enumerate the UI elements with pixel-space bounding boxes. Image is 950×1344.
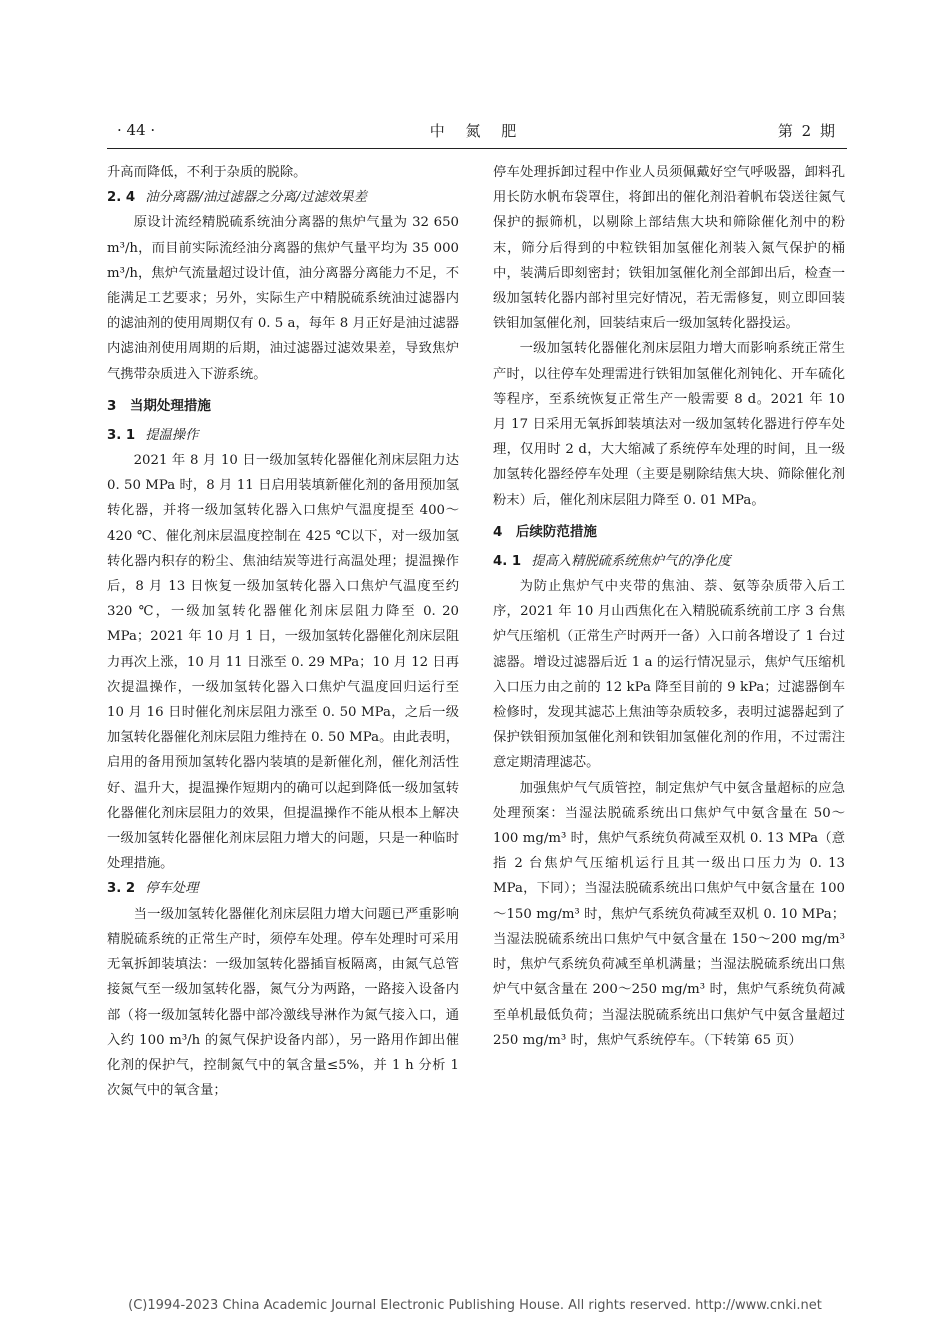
journal-name: 中 氮 肥 [429, 122, 525, 140]
paragraph-continuation: 停车处理拆卸过程中作业人员须佩戴好空气呼吸器，卸料孔用长防水帆布袋罩住，将卸出的催化剂沿着帆布袋送往氮气保护的振筛机，以剔除上部结焦大块和筛除催化剂中的粉末，筛分后得到的中粒铁钼加氢催化剂装入氮气保护的桶中，装满后即刻密封；铁钼加氢催化剂全部卸出后，检查一级加氢转化器内部衬里完好情况，若无需修复，则立即回装铁钼加氢催化剂，回装结束后一级加氢转化器投运。 [493, 165, 845, 332]
paragraph: 2021 年 8 月 10 日一级加氢转化器催化剂床层阻力达 0. 50 MPa 时，8 月 11 日启用装填新催化剂的备用预加氢转化器，并将一级加氢转化器入口焦炉气温度提至 400～420 ℃、催化剂床层温度控制在 425 ℃以下，对一级加氢转化器内积存的粉尘、焦油结炭等进行高温处理；提温操作后，8 月 13 日恢复一级加氢转化器入口焦炉气温度至约 320 ℃，一级加氢转化器催化剂床层阻力降至 0. 20 MPa；2021 年 10 月 1 日，一级加氢转化器催化剂床层阻力再次上涨，10 月 11 日涨至 0. 29 MPa；10 月 12 日再次提温操作，一级加氢转化器入口焦炉气温度回归运行至 10 月 16 日时催化剂床层阻力涨至 0. 50 MPa，之后一级加氢转化器催化剂床层阻力维持在 0. 50 MPa。由此表明，启用的备用预加氢转化器内装填的是新催化剂，催化剂活性好、温升大，提温操作短期内的确可以起到降低一级加氢转化器催化剂床层阻力的效果，但提温操作不能从根本上解决一级加氢转化器催化剂床层阻力增大的问题，只是一种临时处理措施。 [107, 453, 459, 872]
left-column [107, 160, 459, 1103]
issue-number: 第 2 期 [777, 122, 837, 140]
subsection-number: 2. 4 [107, 190, 136, 206]
page-header [107, 118, 847, 142]
paragraph-continuation: 升高而降低，不利于杂质的脱除。 [107, 165, 307, 180]
right-column [493, 160, 845, 1053]
subsection-title: 停车处理 [145, 881, 199, 897]
subsection-3-1 [107, 423, 459, 448]
subsection-2-4 [107, 185, 459, 210]
subsection-number: 3. 2 [107, 881, 136, 897]
subsection-4-1 [493, 549, 845, 574]
subsection-title: 提温操作 [145, 427, 199, 443]
paragraph: 加强焦炉气气质管控，制定焦炉气中氨含量超标的应急处理预案：当湿法脱硫系统出口焦炉气中氨含量在 50～100 mg/m³ 时，焦炉气系统负荷减至双机 0. 13 MPa（意指 2 台焦炉气压缩机运行且其一级出口压力为 0. 13 MPa，下同）；当湿法脱硫系统出口焦炉气中氨含量在 100～150 mg/m³ 时，焦炉气系统负荷减至双机 0. 10 MPa；当湿法脱硫系统出口焦炉气中氨含量在 150～200 mg/m³ 时，焦炉气系统负荷减至单机满量；当湿法脱硫系统出口焦炉气中氨含量在 200～250 mg/m³ 时，焦炉气系统负荷减至单机最低负荷；当湿法脱硫系统出口焦炉气中氨含量超过 250 mg/m³ 时，焦炉气系统停车。（下转第 65 页） [493, 780, 845, 1048]
header-rule [107, 148, 847, 149]
section-4-heading: 4 后续防范措施 [493, 523, 597, 540]
paragraph: 当一级加氢转化器催化剂床层阻力增大问题已严重影响精脱硫系统的正常生产时，须停车处理。停车处理时可采用无氧拆卸装填法：一级加氢转化器插盲板隔离，由氮气总管接氮气至一级加氢转化器，氮气分为两路，一路接入设备内部（将一级加氢转化器中部冷激线导淋作为氮气接入口，通入约 100 m³/h 的氮气保护设备内部），另一路用作卸出催化剂的保护气，控制氮气中的氧含量≤5%，并 1 h 分析 1 次氮气中的氧含量； [107, 906, 459, 1099]
subsection-title: 油分离器/油过滤器之分离/过滤效果差 [145, 190, 367, 206]
subsection-title: 提高入精脱硫系统焦炉气的净化度 [531, 553, 731, 569]
paragraph: 为防止焦炉气中夹带的焦油、萘、氨等杂质带入后工序，2021 年 10 月山西焦化在入精脱硫系统前工序 3 台焦炉气压缩机（正常生产时两开一备）入口前各增设了 1 台过滤器。增设过滤器后近 1 a 的运行情况显示，焦炉气压缩机入口压力由之前的 12 kPa 降至目前的 9 kPa；过滤器倒车检修时，发现其滤芯上焦油等杂质较多，表明过滤器起到了保护铁钼预加氢催化剂和铁钼加氢催化剂的作用，不过需注意定期清理滤芯。 [493, 579, 845, 771]
paragraph: 一级加氢转化器催化剂床层阻力增大而影响系统正常生产时，以往停车处理需进行铁钼加氢催化剂钝化、开车硫化等程序，至系统恢复正常生产一般需要 8 d。2021 年 10 月 17 日采用无氧拆卸装填法对一级加氢转化器进行停车处理，仅用时 2 d，大大缩减了系统停车处理的时间，且一级加氢转化器经停车处理（主要是剔除结焦大块、筛除催化剂粉末）后，催化剂床层阻力降至 0. 01 MPa。 [493, 341, 845, 508]
paragraph: 原设计流经精脱硫系统油分离器的焦炉气量为 32 650 m³/h，而目前实际流经油分离器的焦炉气量平均为 35 000 m³/h，焦炉气流量超过设计值，油分离器分离能力不足，不能满足工艺要求；另外，实际生产中精脱硫系统油过滤器内的滤油剂的使用周期仅有 0. 5 a，每年 8 月正好是油过滤器内滤油剂使用周期的后期，油过滤器过滤效果差，导致焦炉气携带杂质进入下游系统。 [107, 215, 459, 382]
subsection-number: 4. 1 [493, 553, 522, 569]
subsection-number: 3. 1 [107, 427, 136, 443]
copyright-footer: (C)1994-2023 China Academic Journal Electronic Publishing House. All rights reserved. http://www.cnki.net [128, 1298, 822, 1313]
subsection-3-2 [107, 876, 459, 901]
page-number: · 44 · [117, 121, 156, 139]
section-3-heading: 3 当期处理措施 [107, 397, 211, 414]
